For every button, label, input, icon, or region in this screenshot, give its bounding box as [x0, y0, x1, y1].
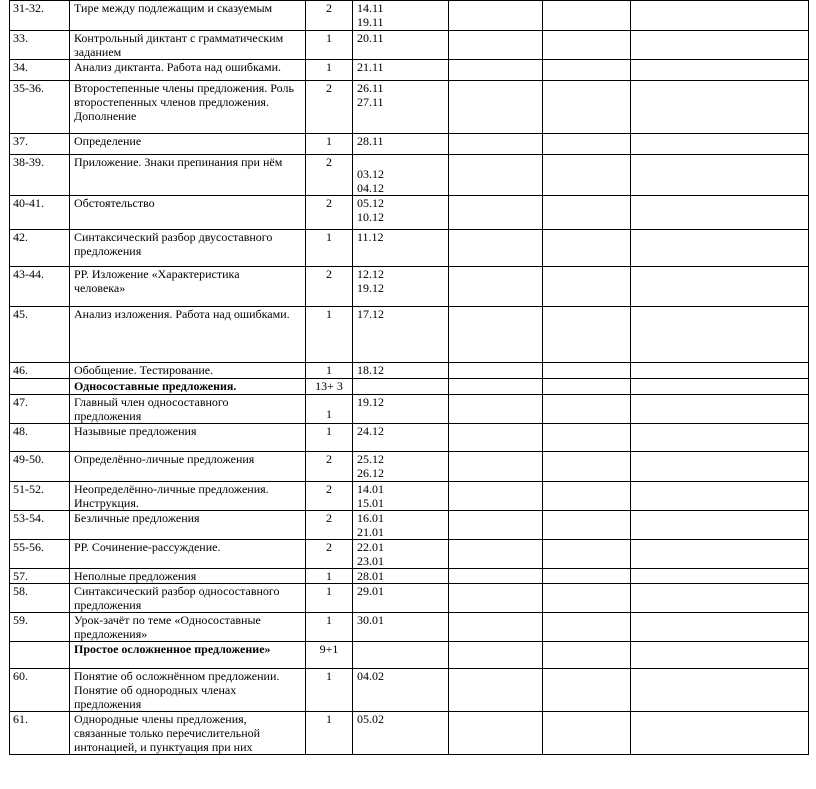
lesson-number: 47. [10, 395, 70, 424]
hours-count: 1 [306, 395, 353, 424]
empty-cell-notes [543, 230, 631, 267]
topic-line: РР. Изложение «Характеристика [74, 267, 240, 281]
empty-cell-actual-date [449, 642, 543, 669]
hours-count: 2 [306, 155, 353, 196]
empty-cell-actual-date [449, 540, 543, 569]
lesson-topic [70, 230, 306, 267]
empty-cell-remarks [631, 196, 809, 230]
lesson-dates [353, 424, 449, 452]
empty-cell-remarks [631, 482, 809, 511]
lesson-number: 59. [10, 613, 70, 642]
topic-line: Простое осложненное предложение» [74, 642, 271, 656]
empty-cell-actual-date [449, 230, 543, 267]
date-line: 25.12 [357, 452, 384, 466]
date-line: 20.11 [357, 31, 384, 45]
lesson-number: 58. [10, 584, 70, 613]
hours-count: 1 [306, 669, 353, 712]
lesson-dates [353, 613, 449, 642]
date-line: 26.12 [357, 466, 384, 480]
empty-cell-remarks [631, 379, 809, 395]
empty-cell-actual-date [449, 267, 543, 307]
hours-count: 2 [306, 81, 353, 134]
empty-cell-notes [543, 155, 631, 196]
empty-cell-actual-date [449, 134, 543, 155]
empty-cell-remarks [631, 267, 809, 307]
lesson-dates [353, 81, 449, 134]
date-line: 18.12 [357, 363, 384, 377]
empty-cell-notes [543, 482, 631, 511]
empty-cell-notes [543, 511, 631, 540]
empty-cell-notes [543, 307, 631, 363]
empty-cell-actual-date [449, 363, 543, 379]
table-row [10, 363, 809, 379]
lesson-number: 43-44. [10, 267, 70, 307]
empty-cell-notes [543, 712, 631, 755]
empty-cell-remarks [631, 424, 809, 452]
hours-count: 1 [306, 31, 353, 60]
empty-cell-remarks [631, 60, 809, 81]
empty-cell-actual-date [449, 424, 543, 452]
empty-cell-remarks [631, 230, 809, 267]
date-line: 03.12 [357, 167, 384, 181]
hours-count: 2 [306, 452, 353, 482]
topic-line: Синтаксический разбор односоставного [74, 584, 280, 598]
table-row [10, 424, 809, 452]
empty-cell-remarks [631, 31, 809, 60]
empty-cell-notes [543, 379, 631, 395]
lesson-dates [353, 230, 449, 267]
lesson-dates [353, 569, 449, 584]
topic-line: Обобщение. Тестирование. [74, 363, 214, 377]
empty-cell-notes [543, 60, 631, 81]
date-line: 21.11 [357, 60, 384, 74]
empty-cell-notes [543, 196, 631, 230]
lesson-dates [353, 482, 449, 511]
empty-cell-notes [543, 395, 631, 424]
lesson-number: 33. [10, 31, 70, 60]
table-row [10, 712, 809, 755]
empty-cell-actual-date [449, 452, 543, 482]
table-row [10, 31, 809, 60]
table-row [10, 196, 809, 230]
empty-cell-notes [543, 1, 631, 31]
table-row [10, 452, 809, 482]
empty-cell-remarks [631, 669, 809, 712]
lesson-number: 49-50. [10, 452, 70, 482]
date-line: 05.02 [357, 712, 384, 726]
lesson-topic [70, 155, 306, 196]
topic-line: Анализ диктанта. Работа над ошибками. [74, 60, 281, 74]
hours-count: 1 [306, 60, 353, 81]
lesson-number: 48. [10, 424, 70, 452]
empty-cell-notes [543, 669, 631, 712]
date-line: 27.11 [357, 95, 384, 109]
empty-cell-notes [543, 424, 631, 452]
table-row [10, 267, 809, 307]
lesson-number: 57. [10, 569, 70, 584]
empty-cell-actual-date [449, 482, 543, 511]
hours-count: 1 [306, 712, 353, 755]
table-row [10, 569, 809, 584]
lesson-number: 61. [10, 712, 70, 755]
empty-cell-remarks [631, 363, 809, 379]
table-row [10, 511, 809, 540]
lesson-number [10, 379, 70, 395]
table-row [10, 379, 809, 395]
table-row [10, 134, 809, 155]
lesson-number: 60. [10, 669, 70, 712]
lesson-dates [353, 1, 449, 31]
date-line: 23.01 [357, 554, 384, 568]
empty-cell-remarks [631, 155, 809, 196]
date-line: 14.01 [357, 482, 384, 496]
topic-line: Приложение. Знаки препинания при нём [74, 155, 283, 169]
lesson-number: 34. [10, 60, 70, 81]
lesson-dates [353, 540, 449, 569]
empty-cell-remarks [631, 395, 809, 424]
topic-line: Второстепенные члены предложения. Роль [74, 81, 294, 95]
lesson-number: 55-56. [10, 540, 70, 569]
topic-line: связанные только перечислительной [74, 726, 261, 740]
hours-count: 1 [306, 613, 353, 642]
empty-cell-remarks [631, 584, 809, 613]
lesson-topic [70, 81, 306, 134]
date-line: 15.01 [357, 496, 384, 510]
empty-cell-actual-date [449, 712, 543, 755]
section-heading [70, 642, 306, 669]
lesson-dates [353, 155, 449, 196]
topic-line: РР. Сочинение-рассуждение. [74, 540, 221, 554]
date-line: 16.01 [357, 511, 384, 525]
empty-cell-remarks [631, 307, 809, 363]
date-line: 29.01 [357, 584, 384, 598]
lesson-topic [70, 307, 306, 363]
lesson-topic [70, 569, 306, 584]
empty-cell-actual-date [449, 60, 543, 81]
hours-count: 2 [306, 482, 353, 511]
empty-cell-notes [543, 613, 631, 642]
lesson-number: 37. [10, 134, 70, 155]
lesson-number: 42. [10, 230, 70, 267]
topic-line: Урок-зачёт по теме «Односоставные [74, 613, 261, 627]
topic-line: предложения [74, 598, 142, 612]
topic-line: Понятие об однородных членах [74, 683, 237, 697]
lesson-plan-table [9, 0, 809, 755]
topic-line: Контрольный диктант с грамматическим [74, 31, 284, 45]
lesson-dates [353, 60, 449, 81]
empty-cell-remarks [631, 81, 809, 134]
lesson-number: 53-54. [10, 511, 70, 540]
lesson-dates [353, 584, 449, 613]
empty-cell-actual-date [449, 81, 543, 134]
table-row [10, 307, 809, 363]
date-line: 19.12 [357, 281, 384, 295]
date-line: 11.12 [357, 230, 384, 244]
topic-line: Определённо-личные предложения [74, 452, 255, 466]
lesson-number: 46. [10, 363, 70, 379]
lesson-topic [70, 196, 306, 230]
lesson-dates [353, 307, 449, 363]
hours-count: 2 [306, 511, 353, 540]
lesson-dates [353, 31, 449, 60]
topic-line: Односоставные предложения. [74, 379, 237, 393]
date-line: 28.01 [357, 569, 384, 583]
hours-count: 1 [306, 307, 353, 363]
empty-cell-notes [543, 363, 631, 379]
empty-cell-actual-date [449, 155, 543, 196]
topic-line: Главный член односоставного [74, 395, 229, 409]
topic-line: интонацией, и пунктуация при них [74, 740, 253, 754]
topic-line: Анализ изложения. Работа над ошибками. [74, 307, 290, 321]
table-row [10, 482, 809, 511]
hours-count: 1 [306, 363, 353, 379]
empty-cell-remarks [631, 452, 809, 482]
lesson-number: 51-52. [10, 482, 70, 511]
empty-cell-actual-date [449, 307, 543, 363]
hours-count: 1 [306, 230, 353, 267]
topic-line: Синтаксический разбор двусоставного [74, 230, 273, 244]
empty-cell-notes [543, 642, 631, 669]
empty-cell-notes [543, 31, 631, 60]
empty-cell-notes [543, 569, 631, 584]
empty-cell-remarks [631, 712, 809, 755]
hours-count: 1 [306, 584, 353, 613]
table-row [10, 155, 809, 196]
table-row [10, 81, 809, 134]
date-line: 19.11 [357, 15, 384, 29]
topic-line: предложения [74, 409, 142, 423]
hours-count: 2 [306, 1, 353, 31]
table-row [10, 669, 809, 712]
empty-cell-remarks [631, 134, 809, 155]
lesson-number: 35-36. [10, 81, 70, 134]
date-line: 26.11 [357, 81, 384, 95]
date-line: 10.12 [357, 210, 384, 224]
date-line: 22.01 [357, 540, 384, 554]
topic-line: человека» [74, 281, 126, 295]
lesson-number: 45. [10, 307, 70, 363]
lesson-dates [353, 511, 449, 540]
empty-cell-actual-date [449, 196, 543, 230]
lesson-topic [70, 584, 306, 613]
topic-line: Инструкция. [74, 496, 139, 510]
lesson-topic [70, 363, 306, 379]
empty-cell-remarks [631, 1, 809, 31]
empty-cell-remarks [631, 569, 809, 584]
lesson-topic [70, 134, 306, 155]
topic-line: предложения [74, 697, 142, 711]
date-line: 05.12 [357, 196, 384, 210]
date-line: 04.02 [357, 669, 384, 683]
date-line: 19.12 [357, 395, 384, 409]
lesson-dates [353, 134, 449, 155]
lesson-dates [353, 196, 449, 230]
date-line: 24.12 [357, 424, 384, 438]
hours-count: 2 [306, 196, 353, 230]
lesson-topic [70, 267, 306, 307]
date-line: 17.12 [357, 307, 384, 321]
empty-cell-actual-date [449, 569, 543, 584]
lesson-dates [353, 363, 449, 379]
empty-cell-notes [543, 134, 631, 155]
lesson-topic [70, 31, 306, 60]
topic-line: Определение [74, 134, 142, 148]
lesson-topic [70, 452, 306, 482]
topic-line: Обстоятельство [74, 196, 155, 210]
table-row [10, 1, 809, 31]
lesson-dates [353, 712, 449, 755]
lesson-number [10, 642, 70, 669]
empty-cell-actual-date [449, 669, 543, 712]
lesson-number: 31-32. [10, 1, 70, 31]
lesson-number: 38-39. [10, 155, 70, 196]
table-row [10, 540, 809, 569]
empty-cell-remarks [631, 642, 809, 669]
hours-count: 1 [306, 569, 353, 584]
lesson-dates [353, 379, 449, 395]
date-line: 12.12 [357, 267, 384, 281]
date-line: 04.12 [357, 181, 384, 195]
empty-cell-notes [543, 452, 631, 482]
table-row [10, 230, 809, 267]
empty-cell-actual-date [449, 584, 543, 613]
table-row [10, 584, 809, 613]
topic-line: Тире между подлежащим и сказуемым [74, 1, 273, 15]
date-line: 21.01 [357, 525, 384, 539]
hours-count: 2 [306, 267, 353, 307]
empty-cell-actual-date [449, 379, 543, 395]
date-line: 28.11 [357, 134, 384, 148]
lesson-topic [70, 613, 306, 642]
topic-line: Дополнение [74, 109, 137, 123]
table-row [10, 60, 809, 81]
empty-cell-actual-date [449, 613, 543, 642]
topic-line: Назывные предложения [74, 424, 197, 438]
empty-cell-actual-date [449, 511, 543, 540]
lesson-topic [70, 60, 306, 81]
lesson-topic [70, 424, 306, 452]
section-heading [70, 379, 306, 395]
empty-cell-actual-date [449, 1, 543, 31]
empty-cell-actual-date [449, 31, 543, 60]
empty-cell-remarks [631, 511, 809, 540]
empty-cell-remarks [631, 613, 809, 642]
lesson-topic [70, 482, 306, 511]
lesson-topic [70, 540, 306, 569]
lesson-dates [353, 267, 449, 307]
hours-count: 2 [306, 540, 353, 569]
lesson-dates [353, 642, 449, 669]
lesson-dates [353, 669, 449, 712]
empty-cell-notes [543, 584, 631, 613]
table-row [10, 642, 809, 669]
empty-cell-notes [543, 267, 631, 307]
topic-line: заданием [74, 45, 122, 59]
hours-count: 13+ 3 [306, 379, 353, 395]
lesson-topic [70, 395, 306, 424]
empty-cell-remarks [631, 540, 809, 569]
date-line: 30.01 [357, 613, 384, 627]
topic-line: предложения [74, 244, 142, 258]
hours-count: 1 [306, 134, 353, 155]
lesson-dates [353, 452, 449, 482]
topic-line: Однородные члены предложения, [74, 712, 247, 726]
lesson-topic [70, 1, 306, 31]
topic-line: Понятие об осложнённом предложении. [74, 669, 280, 683]
lesson-number: 40-41. [10, 196, 70, 230]
lesson-topic [70, 511, 306, 540]
hours-count: 9+1 [306, 642, 353, 669]
hours-count: 1 [306, 424, 353, 452]
date-line: 14.11 [357, 1, 384, 15]
lesson-topic [70, 712, 306, 755]
lesson-dates [353, 395, 449, 424]
topic-line: второстепенных членов предложения. [74, 95, 269, 109]
table-row [10, 395, 809, 424]
topic-line: Неполные предложения [74, 569, 197, 583]
empty-cell-notes [543, 81, 631, 134]
topic-line: Безличные предложения [74, 511, 200, 525]
lesson-topic [70, 669, 306, 712]
topic-line: Неопределённо-личные предложения. [74, 482, 269, 496]
empty-cell-notes [543, 540, 631, 569]
table-row [10, 613, 809, 642]
empty-cell-actual-date [449, 395, 543, 424]
topic-line: предложения» [74, 627, 148, 641]
